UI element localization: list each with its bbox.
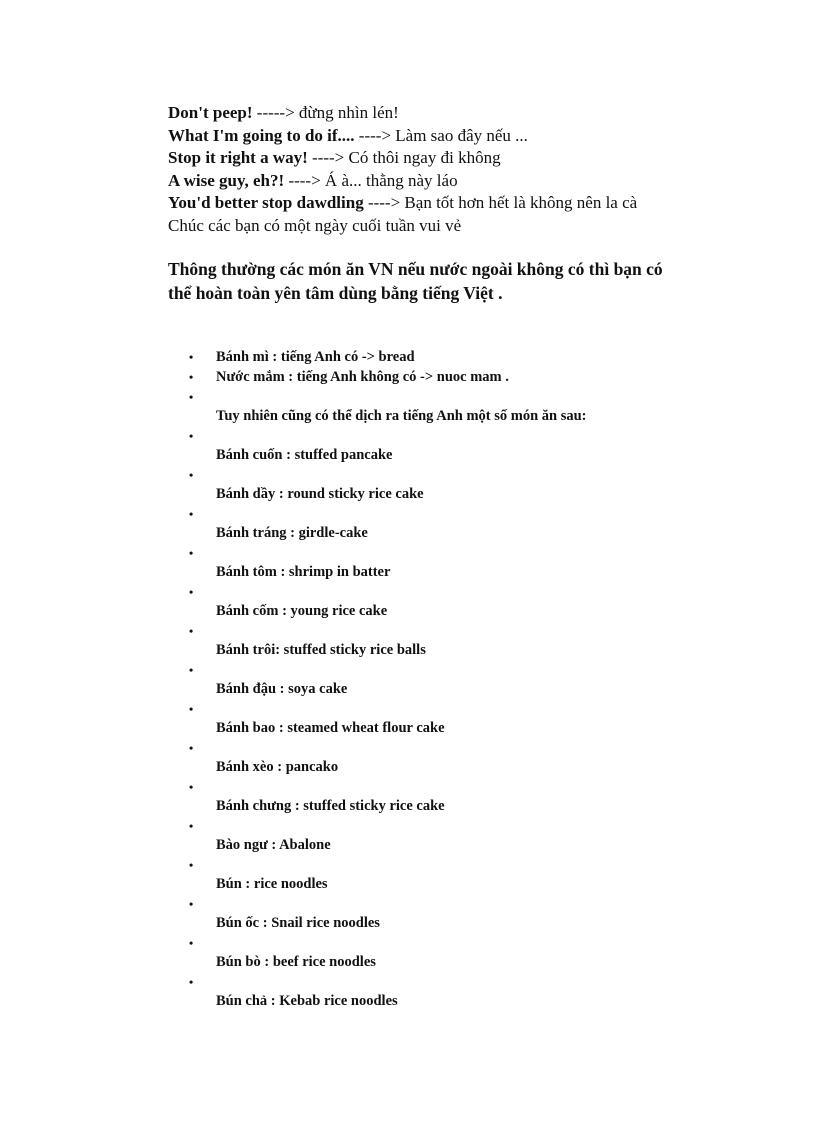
- list-item-text: Bánh đậu : soya cake: [216, 681, 348, 697]
- bullet: •: [189, 624, 194, 638]
- phrase-english: What I'm going to do if....: [168, 125, 355, 145]
- list-item: [189, 367, 676, 387]
- phrase-vietnamese: ----> Có thôi ngay đi không: [307, 148, 501, 167]
- list-item: [189, 777, 676, 816]
- bullet: •: [189, 858, 194, 872]
- list-item-text: Bún bò : beef rice noodles: [216, 954, 376, 970]
- phrase-vietnamese: ----> Á à... thằng này láo: [284, 170, 458, 190]
- phrase-line: [168, 102, 668, 125]
- bullet: •: [189, 819, 194, 833]
- list-item: [189, 660, 676, 699]
- bullet: •: [189, 702, 194, 716]
- list-item: [189, 582, 676, 621]
- bullet: •: [189, 936, 194, 950]
- list-item: [189, 738, 676, 777]
- bullet: •: [189, 975, 194, 989]
- list-item: [189, 347, 676, 367]
- list-item-text: Bánh bao : steamed wheat flour cake: [216, 720, 445, 736]
- bullet: •: [189, 370, 194, 384]
- list-item-text: Bún : rice noodles: [216, 876, 328, 892]
- list-item: [189, 699, 676, 738]
- phrase-line: [168, 125, 668, 148]
- list-item-text: Bánh chưng : stuffed sticky rice cake: [216, 798, 445, 814]
- list-item-text: Nước mắm : tiếng Anh không có -> nuoc mam .: [216, 369, 509, 385]
- list-item-text: Bánh dầy : round sticky rice cake: [216, 486, 424, 502]
- list-item: [189, 621, 676, 660]
- document-page: [168, 102, 668, 1009]
- list-item-text: Bánh mì : tiếng Anh có -> bread: [216, 349, 415, 365]
- bullet: •: [189, 390, 194, 404]
- dish-list: [189, 347, 676, 1011]
- phrase-vietnamese: -----> đừng nhìn lén!: [252, 103, 399, 122]
- bullet: •: [189, 429, 194, 443]
- bullet: •: [189, 546, 194, 560]
- phrase-english: Don't peep!: [168, 103, 253, 122]
- list-item: [189, 543, 676, 582]
- phrase-line: [168, 147, 668, 170]
- list-item-text: Bún ốc : Snail rice noodles: [216, 915, 380, 931]
- list-item: [189, 465, 676, 504]
- list-item: [189, 816, 676, 855]
- phrase-vietnamese: ----> Bạn tốt hơn hết là không nên la cà: [363, 193, 638, 212]
- list-item: [189, 972, 676, 1011]
- bullet: •: [189, 663, 194, 677]
- bullet: •: [189, 350, 194, 364]
- list-item: [189, 933, 676, 972]
- list-item-text: Tuy nhiên cũng có thể dịch ra tiếng Anh một số món ăn sau:: [216, 408, 587, 424]
- list-item: [189, 504, 676, 543]
- list-item: [189, 894, 676, 933]
- phrase-english: You'd better stop dawdling: [168, 193, 364, 212]
- list-item-text: Bánh trôi: stuffed sticky rice balls: [216, 642, 426, 658]
- phrase-line: [168, 192, 668, 215]
- list-item-text: Bánh tráng : girdle-cake: [216, 525, 368, 541]
- list-item-text: Bào ngư : Abalone: [216, 837, 331, 853]
- list-item: [189, 426, 676, 465]
- closing-note: Chúc các bạn có một ngày cuối tuần vui vẻ: [168, 215, 462, 235]
- list-item-text: Bánh xèo : pancako: [216, 759, 339, 775]
- bullet: •: [189, 780, 194, 794]
- phrase-vietnamese: ----> Làm sao đây nếu ...: [354, 125, 528, 145]
- list-item: [189, 855, 676, 894]
- phrase-english: Stop it right a way!: [168, 148, 308, 167]
- bullet: •: [189, 741, 194, 755]
- section-heading: Thông thường các món ăn VN nếu nước ngoài không có thì bạn có thể hoàn toàn yên tâm dùng bằng tiếng Việt .: [168, 259, 663, 303]
- list-item-text: Bún chả : Kebab rice noodles: [216, 993, 398, 1009]
- phrase-line: [168, 170, 668, 193]
- bullet: •: [189, 585, 194, 599]
- list-item-text: Bánh tôm : shrimp in batter: [216, 564, 391, 580]
- list-item-text: Bánh cốm : young rice cake: [216, 603, 388, 619]
- list-item-text: Bánh cuốn : stuffed pancake: [216, 447, 393, 463]
- bullet: •: [189, 897, 194, 911]
- phrase-english: A wise guy, eh?!: [168, 170, 285, 190]
- bullet: •: [189, 468, 194, 482]
- list-item: [189, 387, 676, 426]
- bullet: •: [189, 507, 194, 521]
